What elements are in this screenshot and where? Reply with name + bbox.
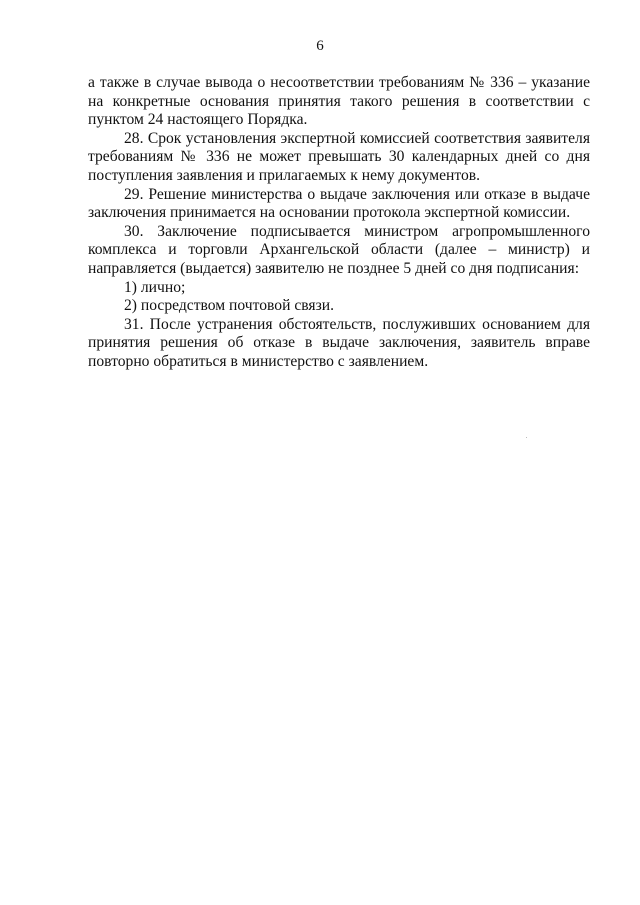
list-item-by-post: 2) посредством почтовой связи. [124, 297, 334, 315]
paragraph-continuation: а также в случае вывода о несоответствии требованиям № 336 – указание на конкретные основания принятия такого решения в соответствии с пунктом 24 настоящего Порядка. [88, 74, 590, 129]
paragraph-item-29: 29. Решение министерства о выдаче заключения или отказе в выдаче заключения принимается на основании протокола экспертной комиссии. [88, 185, 590, 222]
list-item-in-person: 1) лично; [124, 278, 186, 296]
paragraph-item-30: 30. Заключение подписывается министром агропромышленного комплекса и торговли Архангельской области (далее – министр) и направляется (выдается) заявителю не позднее 5 дней со дня подписания: [88, 222, 590, 277]
paragraph-item-28: 28. Срок установления экспертной комиссией соответствия заявителя требованиям № 336 не может превышать 30 календарных дней со дня поступления заявления и прилагаемых к нему документов. [88, 129, 590, 184]
scan-artifact [526, 437, 527, 438]
page-number: 6 [316, 38, 324, 54]
paragraph-item-31: 31. После устранения обстоятельств, послуживших основанием для принятия решения об отказе в выдаче заключения, заявитель вправе повторно обратиться в министерство с заявлением. [88, 315, 590, 370]
document-body [88, 74, 590, 372]
